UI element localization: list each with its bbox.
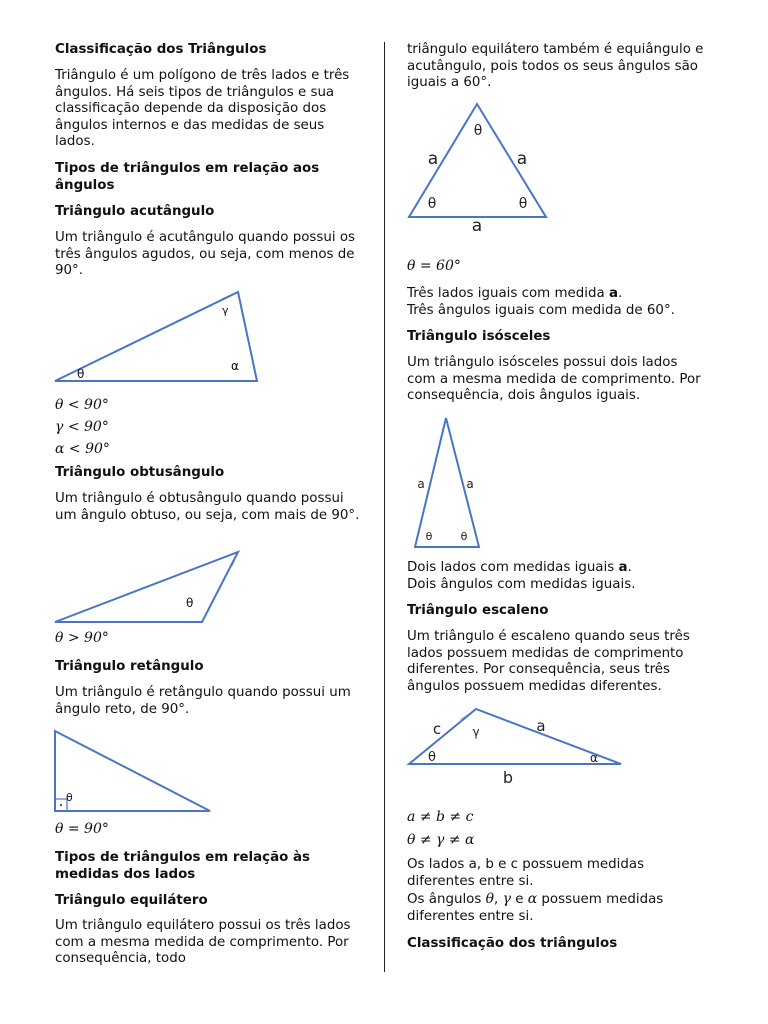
equilateral-left-side-label: a xyxy=(427,149,439,169)
intro-paragraph: Triângulo é um polígono de três lados e três ângulos. Há seis tipos de triângulos e sua classificação depende da disposição dos ângulos internos e das medidas de seus lados. xyxy=(55,68,350,149)
equilateral-heading: Triângulo equilátero xyxy=(55,893,208,908)
scalene-side-a-label: a xyxy=(536,717,546,735)
scalene-gamma-label: γ xyxy=(472,725,480,739)
scalene-sides-inequality: a ≠ b ≠ c xyxy=(407,809,474,825)
equilateral-bottom-side-label: a xyxy=(471,216,483,236)
acute-alpha-inequality: α < 90° xyxy=(55,441,110,457)
scalene-alpha-label: α xyxy=(590,751,598,765)
scalene-side-c-label: c xyxy=(432,720,442,738)
scalene-desc-sides: Os lados a, b e c possuem medidas diferentes entre si. xyxy=(407,857,645,889)
equilateral-right-theta: θ xyxy=(518,196,528,212)
final-heading: Classificação dos triângulos xyxy=(407,936,618,951)
equilateral-desc-sides: Três lados iguais com medida a. xyxy=(407,286,623,301)
obtuse-inequality: θ > 90° xyxy=(55,630,109,646)
isosceles-text: Um triângulo isósceles possui dois lados com a mesma medida de comprimento. Por consequência, dois ângulos iguais. xyxy=(407,355,701,403)
acute-gamma-label: γ xyxy=(222,304,229,317)
isosceles-right-side-label: a xyxy=(466,477,474,491)
obtuse-text: Um triângulo é obtusângulo quando possui um ângulo obtuso, ou seja, com mais de 90°. xyxy=(55,491,360,523)
equilateral-left-theta: θ xyxy=(427,196,437,212)
scalene-text: Um triângulo é escaleno quando seus três lados possuem medidas de comprimento diferentes. Por consequência, seus três ângulos possuem medidas diferentes. xyxy=(407,629,690,694)
scalene-side-b-label: b xyxy=(502,768,514,787)
document-title: Classificação dos Triângulos xyxy=(55,42,267,57)
angles-section-heading: Tipos de triângulos em relação aos ângulos xyxy=(55,161,320,193)
equilateral-desc-angles: Três ângulos iguais com medida de 60°. xyxy=(407,303,675,318)
obtuse-heading: Triângulo obtusângulo xyxy=(55,465,225,480)
acute-theta-inequality: θ < 90° xyxy=(55,397,109,413)
equilateral-text: Um triângulo equilátero possui os três lados com a mesma medida de comprimento. Por consequência, todo xyxy=(55,918,351,966)
acute-gamma-inequality: γ < 90° xyxy=(55,419,109,435)
sides-section-heading: Tipos de triângulos em relação às medidas dos lados xyxy=(55,850,311,882)
isosceles-heading: Triângulo isósceles xyxy=(407,329,551,344)
isosceles-desc-sides: Dois lados com medidas iguais a. xyxy=(407,560,632,575)
equilateral-equation: θ = 60° xyxy=(407,258,461,274)
scalene-theta-label: θ xyxy=(428,750,436,765)
scalene-heading: Triângulo escaleno xyxy=(407,603,549,618)
isosceles-desc-angles: Dois ângulos com medidas iguais. xyxy=(407,577,636,592)
acute-text: Um triângulo é acutângulo quando possui os três ângulos agudos, ou seja, com menos de 90°. xyxy=(55,230,355,278)
isosceles-right-theta: θ xyxy=(460,530,468,543)
scalene-angles-inequality: θ ≠ γ ≠ α xyxy=(407,832,475,848)
equilateral-right-side-label: a xyxy=(516,149,528,169)
equilateral-top-theta: θ xyxy=(473,123,483,139)
isosceles-left-side-label: a xyxy=(417,477,425,491)
right-theta-label: θ xyxy=(66,791,73,804)
right-equation: θ = 90° xyxy=(55,821,109,837)
right-heading: Triângulo retângulo xyxy=(55,659,204,674)
isosceles-left-theta: θ xyxy=(425,530,433,543)
right-text: Um triângulo é retângulo quando possui um ângulo reto, de 90°. xyxy=(55,685,351,717)
equilateral-continued-text: triângulo equilátero também é equiângulo e acutângulo, pois todos os seus ângulos são iguais a 60°. xyxy=(407,42,704,90)
acute-heading: Triângulo acutângulo xyxy=(55,204,215,219)
scalene-desc-angles: Os ângulos θ, γ e α possuem medidas diferentes entre si. xyxy=(407,891,664,924)
acute-alpha-label: α xyxy=(231,359,239,373)
acute-theta-label: θ xyxy=(77,367,85,381)
obtuse-theta-label: θ xyxy=(186,596,194,610)
